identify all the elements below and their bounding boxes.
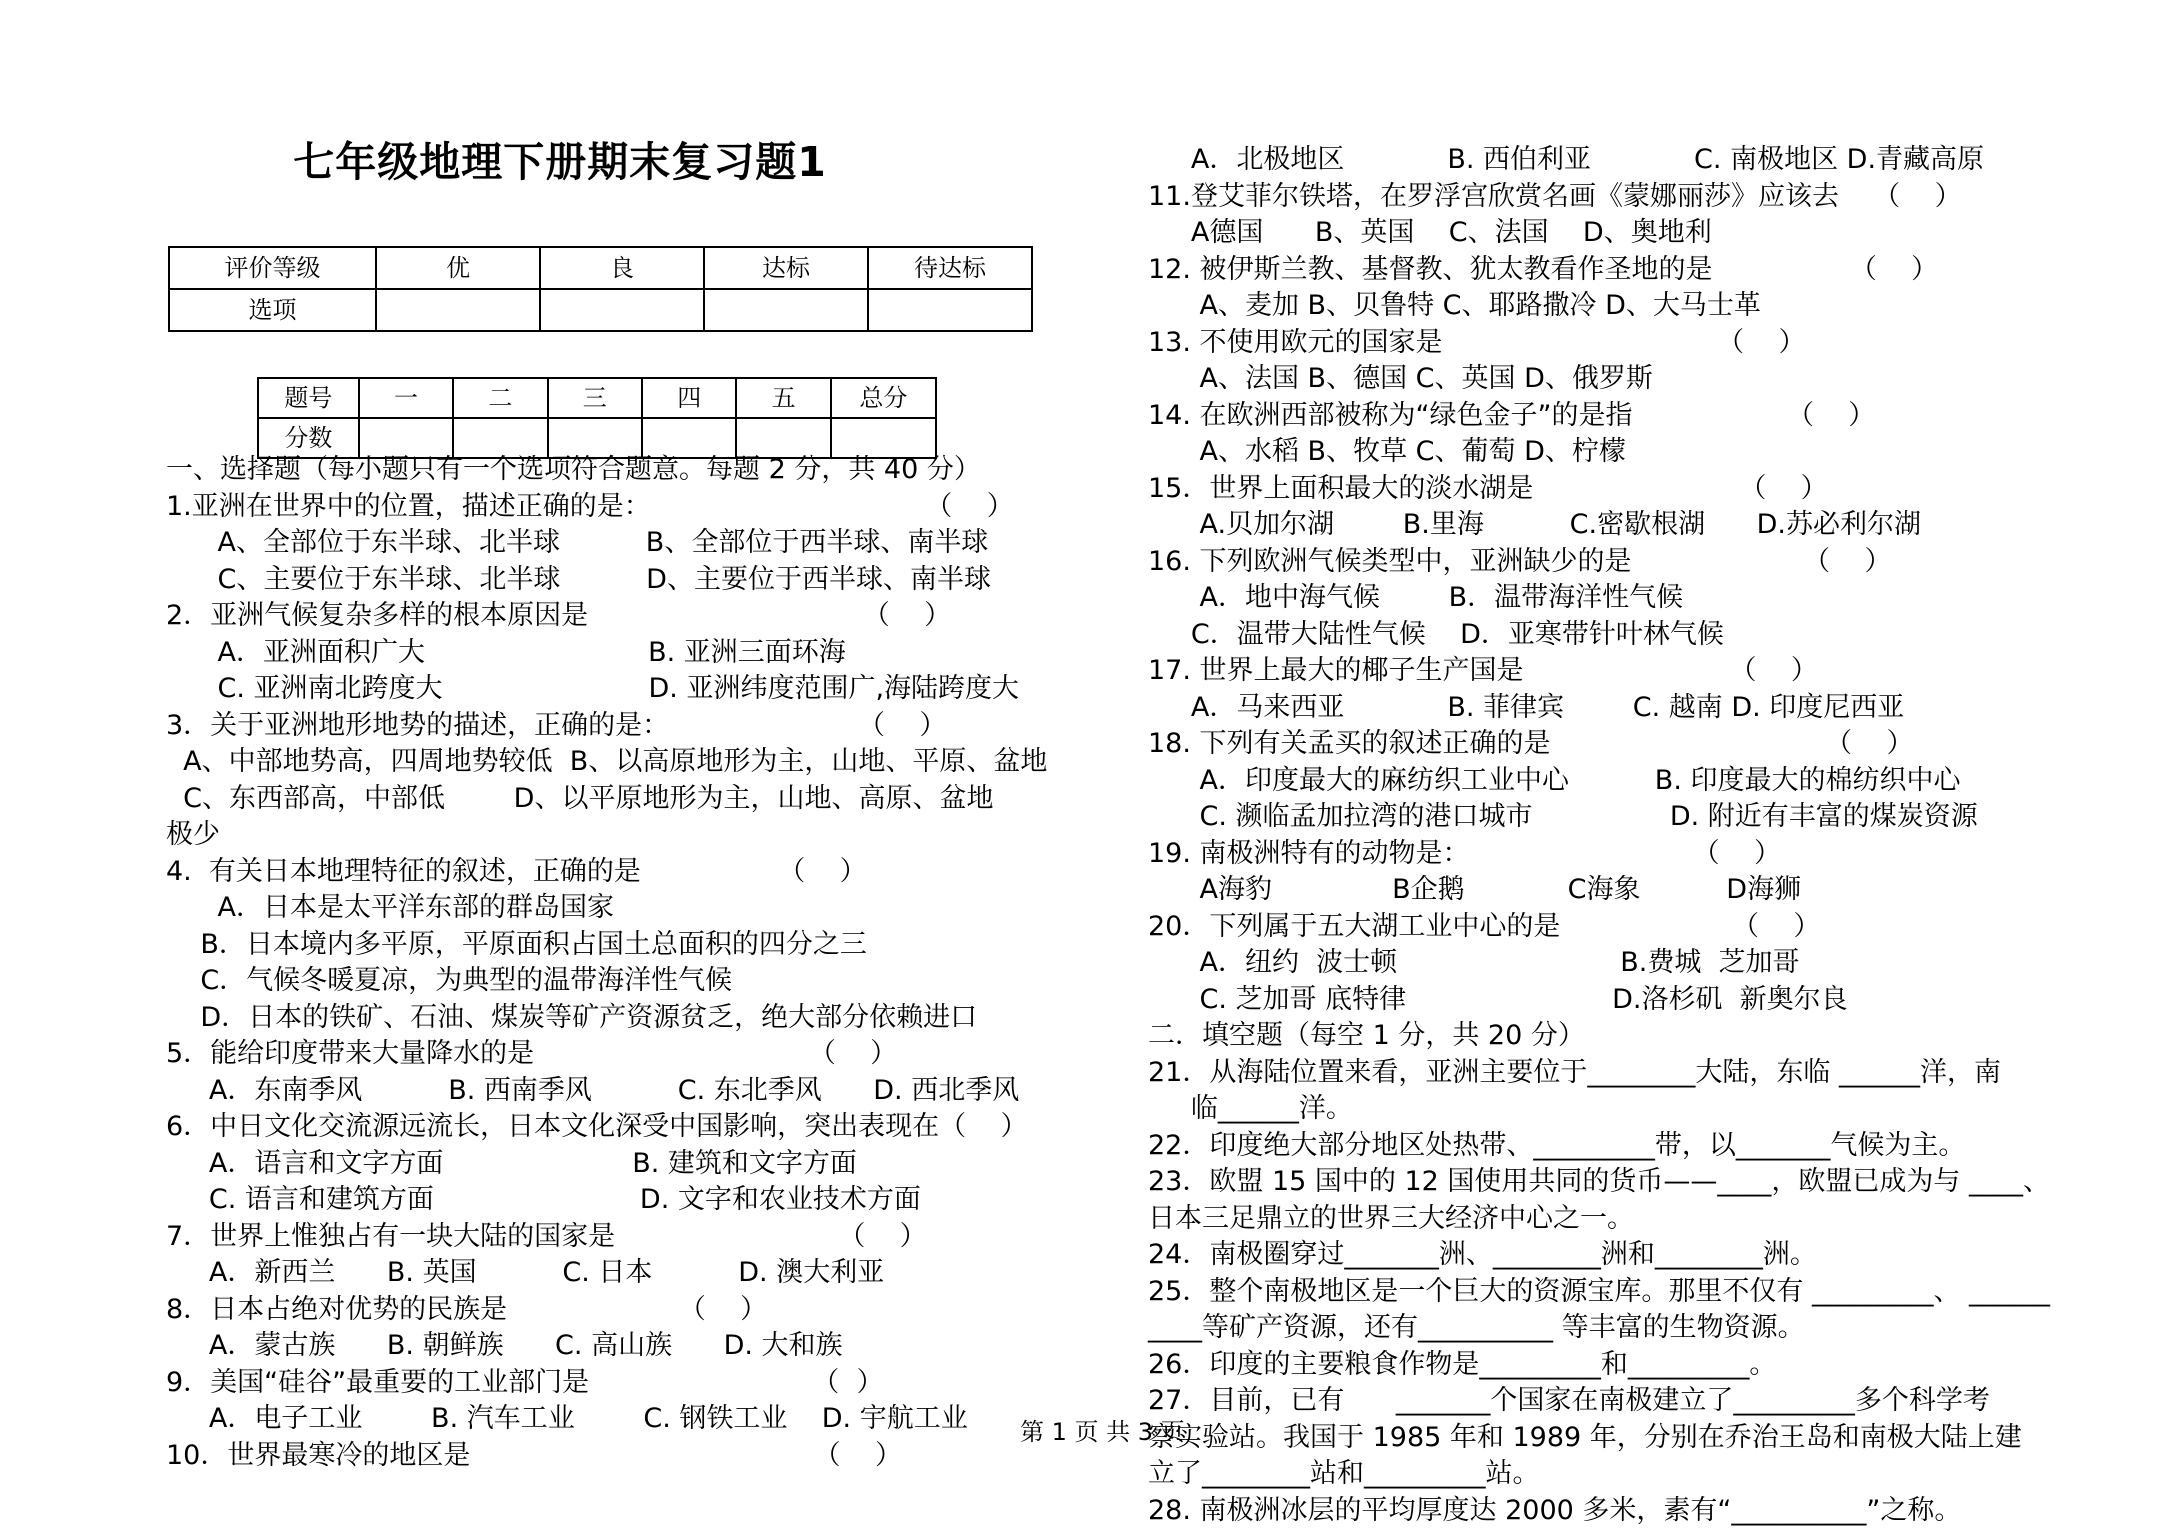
question-27-line-3: 立了________站和_________站。 (1148, 1458, 1540, 1489)
question-19-stem: 19. 南极洲特有的动物是： （ ） (1148, 837, 1781, 869)
score-header-4: 四 (642, 378, 736, 418)
question-21-line-1: 21．从海陆位置来看，亚洲主要位于________大陆，东临 ______洋，南 (1148, 1056, 2001, 1088)
question-17-options: A．马来西亚 B. 菲律宾 C. 越南 D. 印度尼西亚 (1148, 691, 1905, 723)
page-footer: 第 1 页 共 3 页 (1020, 1418, 1185, 1446)
page-title: 七年级地理下册期末复习题1 (293, 138, 827, 186)
question-26-line-1: 26．印度的主要粮食作物是_________和_________。 (1148, 1348, 1777, 1380)
question-6-options-ab: A．语言和文字方面 B. 建筑和文字方面 (166, 1147, 857, 1179)
question-17-stem: 17. 世界上最大的椰子生产国是 （ ） (1148, 655, 1818, 686)
question-5-options: A．东南季风 B. 西南季风 C. 东北季风 D. 西北季风 (166, 1074, 1020, 1106)
eval-option-pending[interactable] (868, 289, 1032, 331)
eval-option-good[interactable] (540, 289, 704, 331)
table-row (169, 289, 1032, 331)
question-22-line-1: 22．印度绝大部分地区处热带、_________带，以_______气候为主。 (1148, 1129, 1966, 1161)
question-6-options-cd: C. 语言和建筑方面 D. 文字和农业技术方面 (166, 1184, 921, 1215)
question-7-options: A．新西兰 B. 英国 C. 日本 D. 澳大利亚 (166, 1257, 885, 1288)
eval-header-pending: 待达标 (868, 247, 1032, 289)
eval-header-good: 良 (540, 247, 704, 289)
question-25-line-1: 25．整个南极地区是一个巨大的资源宝库。那里不仅有 _________、 ______ (1148, 1275, 2051, 1307)
question-16-options-ab: A．地中海气候 B．温带海洋性气候 (1148, 582, 1684, 613)
question-10-options: A．北极地区 B. 西伯利亚 C. 南极地区 D.青藏高原 (1148, 144, 1985, 175)
section-heading-multiple-choice: 一、选择题（每小题只有一个选项符合题意。每题 2 分，共 40 分） (166, 454, 981, 485)
question-16-options-cd: C．温带大陆性气候 D．亚寒带针叶林气候 (1148, 618, 1724, 650)
question-7-stem: 7．世界上惟独占有一块大陆的国家是 （ ） (166, 1220, 927, 1252)
question-14-stem: 14. 在欧洲西部被称为“绿色金子”的是指 （ ） (1148, 399, 1876, 431)
question-2-options-cd: C. 亚洲南北跨度大 D. 亚洲纬度范围广,海陆跨度大 (166, 673, 1020, 704)
question-18-options-cd: C. 濒临孟加拉湾的港口城市 D. 附近有丰富的煤炭资源 (1148, 801, 1978, 832)
question-15-options: A.贝加尔湖 B.里海 C.密歇根湖 D.苏必利尔湖 (1148, 509, 1921, 540)
question-21-line-2: 临______洋。 (1148, 1093, 1353, 1124)
question-14-options: A、水稻 B、牧草 C、葡萄 D、柠檬 (1148, 436, 1626, 467)
question-13-options: A、法国 B、德国 C、英国 D、俄罗斯 (1148, 363, 1653, 394)
question-18-stem: 18. 下列有关孟买的叙述正确的是 （ ） (1148, 728, 1914, 759)
question-20-options-ab: A．纽约 波士顿 B.费城 芝加哥 (1148, 947, 1800, 978)
question-12-options: A、麦加 B、贝鲁特 C、耶路撒冷 D、大马士革 (1148, 290, 1761, 321)
question-10-stem: 10．世界最寒冷的地区是 （ ） (166, 1439, 902, 1471)
question-4-option-c: C．气候冬暖夏凉，为典型的温带海洋性气候 (166, 965, 733, 996)
table-row (258, 378, 936, 418)
eval-option-label: 选项 (169, 289, 376, 331)
eval-option-excellent[interactable] (376, 289, 540, 331)
left-question-column (166, 452, 1048, 1474)
score-header-1: 一 (359, 378, 453, 418)
question-1-options-cd: C、主要位于东半球、北半球 D、主要位于西半球、南半球 (166, 563, 991, 595)
question-4-option-a: A．日本是太平洋东部的群岛国家 (166, 892, 614, 923)
score-row-label: 分数 (258, 418, 359, 458)
question-8-stem: 8．日本占绝对优势的民族是 （ ） (166, 1293, 768, 1325)
question-9-stem: 9．美国“硅谷”最重要的工业部门是 （ ） (166, 1366, 884, 1398)
question-18-options-ab: A．印度最大的麻纺织工业中心 B. 印度最大的棉纺织中心 (1148, 764, 1961, 796)
question-23-line-2: 日本三足鼎立的世界三大经济中心之一。 (1148, 1202, 1634, 1234)
score-header-2: 二 (453, 378, 547, 418)
question-5-stem: 5．能给印度带来大量降水的是 （ ） (166, 1038, 898, 1069)
question-3-options-continued: 极少 (166, 819, 220, 850)
question-25-line-2: ____等矿产资源，还有__________ 等丰富的生物资源。 (1148, 1312, 1805, 1343)
question-6-stem: 6．中日文化交流源远流长，日本文化深受中国影响，突出表现在（ ） (166, 1111, 1028, 1142)
question-28-line-1: 28. 南极洲冰层的平均厚度达 2000 多米，素有“__________”之称。 (1148, 1494, 1962, 1526)
right-question-column (1148, 142, 2051, 1529)
evaluation-grade-table (168, 246, 1033, 332)
question-2-stem: 2．亚洲气候复杂多样的根本原因是 （ ） (166, 600, 952, 631)
eval-header-label: 评价等级 (169, 247, 376, 289)
question-3-stem: 3．关于亚洲地形地势的描述，正确的是： （ ） (166, 709, 947, 741)
score-summary-table (257, 377, 937, 459)
question-3-options-ab: A、中部地势高，四周地势较低 B、以高原地形为主，山地、平原、盆地 (166, 746, 1048, 777)
question-27-line-2: 察实验站。我国于 1985 年和 1989 年，分别在乔治王岛和南极大陆上建 (1148, 1421, 2022, 1453)
table-row (169, 247, 1032, 289)
question-23-line-1: 23．欧盟 15 国中的 12 国使用共同的货币——____，欧盟已成为与 ____、 (1148, 1166, 2050, 1197)
question-4-option-d: D．日本的铁矿、石油、煤炭等矿产资源贫乏，绝大部分依赖进口 (166, 1001, 978, 1033)
question-15-stem: 15．世界上面积最大的淡水湖是 （ ） (1148, 472, 1828, 504)
question-11-stem: 11.登艾菲尔铁塔，在罗浮宫欣赏名画《蒙娜丽莎》应该去 （ ） (1148, 180, 1962, 212)
question-11-options: A德国 B、英国 C、法国 D、奥地利 (1148, 217, 1712, 248)
eval-option-pass[interactable] (704, 289, 868, 331)
question-4-stem: 4. 有关日本地理特征的叙述，正确的是 （ ） (166, 855, 867, 887)
question-4-option-b: B．日本境内多平原，平原面积占国土总面积的四分之三 (166, 928, 867, 960)
question-9-options: A．电子工业 B. 汽车工业 C. 钢铁工业 D. 宇航工业 (166, 1403, 968, 1434)
question-12-stem: 12. 被伊斯兰教、基督教、犹太教看作圣地的是 （ ） (1148, 253, 1939, 285)
question-16-stem: 16. 下列欧洲气候类型中，亚洲缺少的是 （ ） (1148, 545, 1892, 577)
score-header-3: 三 (548, 378, 642, 418)
question-19-options: A海豹 B企鹅 C海象 D海狮 (1148, 874, 1802, 905)
question-20-options-cd: C. 芝加哥 底特律 D.洛杉矶 新奥尔良 (1148, 983, 1848, 1015)
question-20-stem: 20．下列属于五大湖工业中心的是 （ ） (1148, 910, 1821, 942)
question-1-options-ab: A、全部位于东半球、北半球 B、全部位于西半球、南半球 (166, 527, 989, 558)
eval-header-pass: 达标 (704, 247, 868, 289)
question-8-options: A．蒙古族 B. 朝鲜族 C. 高山族 D. 大和族 (166, 1330, 843, 1361)
score-header-label: 题号 (258, 378, 359, 418)
question-13-stem: 13. 不使用欧元的国家是 （ ） (1148, 326, 1806, 358)
question-3-options-cd: C、东西部高，中部低 D、以平原地形为主，山地、高原、盆地 (166, 782, 994, 814)
eval-header-excellent: 优 (376, 247, 540, 289)
question-2-options-ab: A．亚洲面积广大 B. 亚洲三面环海 (166, 636, 846, 668)
question-1-stem: 1.亚洲在世界中的位置，描述正确的是： （ ） (166, 490, 1014, 522)
question-27-line-1: 27．目前，已有 _______个国家在南极建立了_________多个科学考 (1148, 1385, 1990, 1416)
score-header-5: 五 (736, 378, 830, 418)
score-header-total: 总分 (831, 378, 936, 418)
section-heading-fill-in-blank: 二．填空题（每空 1 分，共 20 分） (1148, 1020, 1585, 1051)
question-24-line-1: 24．南极圈穿过_______洲、________洲和________洲。 (1148, 1239, 1817, 1270)
